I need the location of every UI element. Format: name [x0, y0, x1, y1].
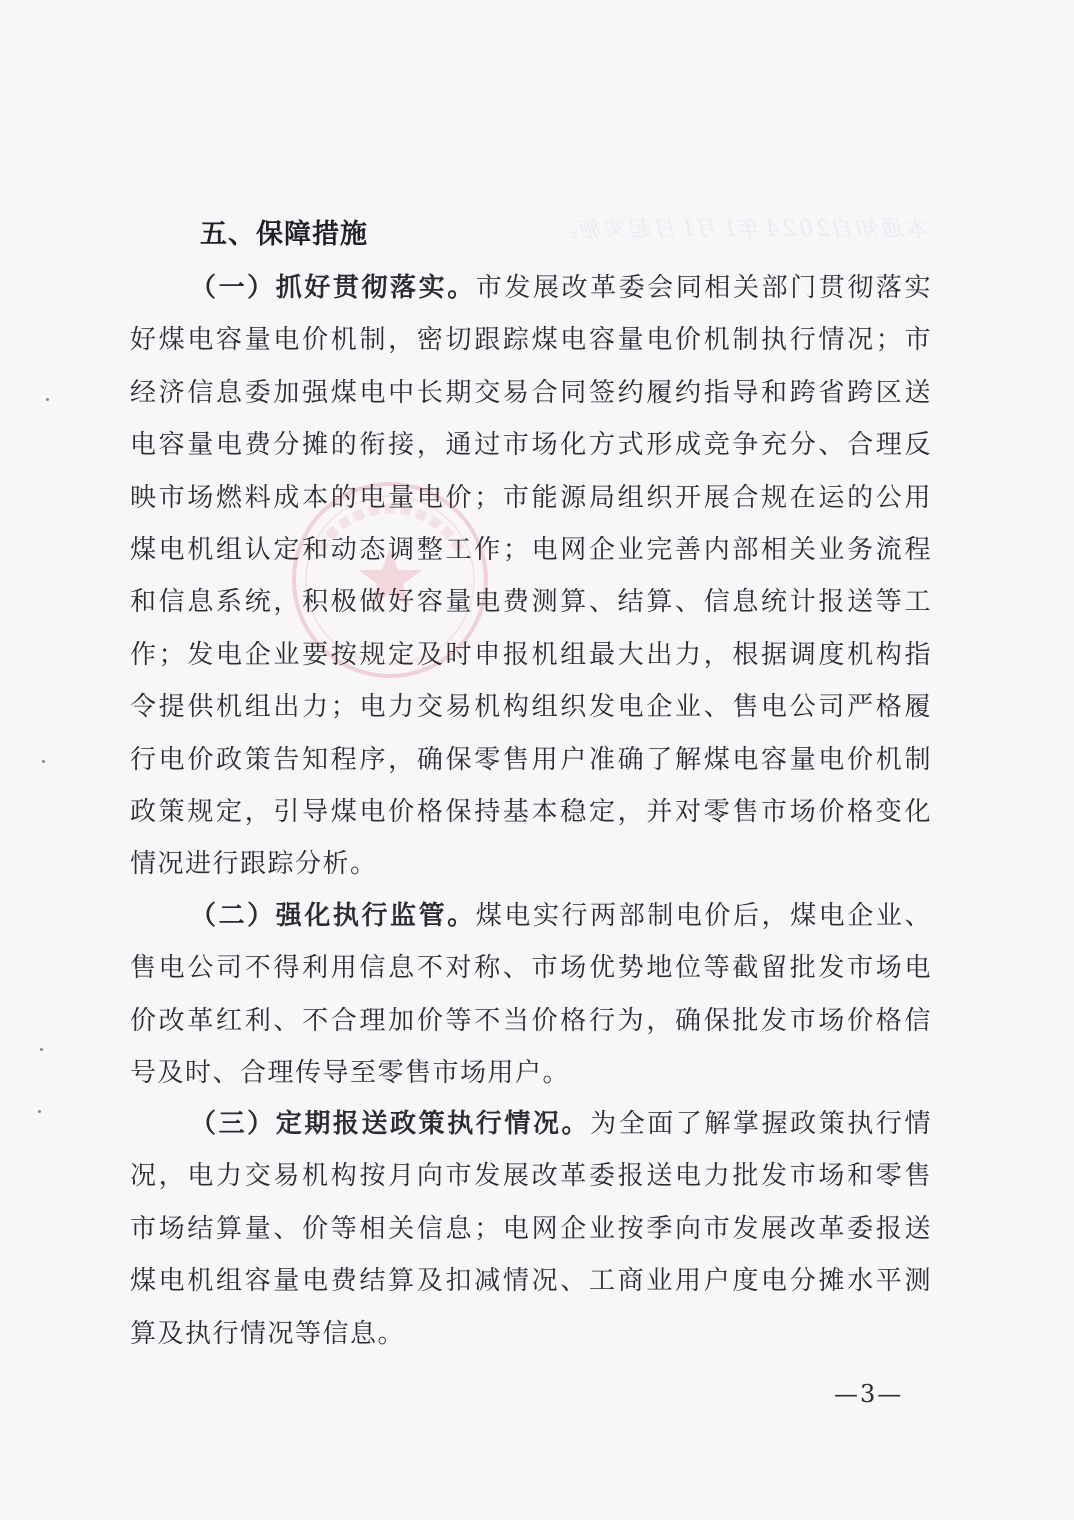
paragraph-3-lead: （三）定期报送政策执行情况。: [190, 1109, 591, 1139]
paragraph-1-lead: （一）抓好贯彻落实。: [190, 273, 476, 303]
paragraph-line: 市发展改革委会同相关部门贯彻落实: [475, 273, 932, 303]
paragraph-line: 作；发电企业要按规定及时申报机组最大出力，根据调度机构指: [130, 639, 932, 670]
paragraph-line: 号及时、合理传导至零售市场用户。: [130, 1058, 571, 1089]
scan-speck: [42, 760, 45, 763]
paragraph-line: 映市场燃料成本的电量电价；市能源局组织开展合规在运的公用: [130, 482, 932, 513]
paragraph-line: 情况进行跟踪分析。: [130, 849, 378, 880]
paragraph-line: 价改革红利、不合理加价等不当价格行为，确保批发市场价格信: [130, 1005, 932, 1036]
paragraph-line: 煤电机组认定和动态调整工作；电网企业完善内部相关业务流程: [130, 534, 932, 565]
bleed-through-text: 本通知自2024年1月1日起实施。: [553, 217, 930, 242]
scan-speck: [46, 398, 49, 401]
paragraph-line: 和信息系统，积极做好容量电费测算、结算、信息统计报送等工: [130, 587, 932, 618]
page-number: —3—: [834, 1380, 904, 1408]
paragraph-line: 政策规定，引导煤电价格保持基本稳定，并对零售市场价格变化: [130, 796, 932, 827]
paragraph-line: 好煤电容量电价机制，密切跟踪煤电容量电价机制执行情况；市: [130, 325, 932, 356]
paragraph-line: 况，电力交易机构按月向市发展改革委报送电力批发市场和零售: [130, 1161, 932, 1192]
paragraph-line: 煤电实行两部制电价后，煤电企业、: [475, 901, 932, 931]
paragraph-2-lead: （二）强化执行监管。: [190, 901, 476, 931]
section-heading: 五、保障措施: [200, 219, 368, 250]
paragraph-line: 电容量电费分摊的衔接，通过市场化方式形成竞争充分、合理反: [130, 430, 932, 461]
paragraph-line: 经济信息委加强煤电中长期交易合同签约履约指导和跨省跨区送: [130, 377, 932, 408]
paragraph-line: 算及执行情况等信息。: [130, 1318, 406, 1349]
paragraph-line: 煤电机组容量电费结算及扣减情况、工商业用户度电分摊水平测: [130, 1266, 932, 1297]
paragraph-line: 行电价政策告知程序，确保零售用户准确了解煤电容量电价机制: [130, 744, 932, 775]
paragraph-line: 售电公司不得利用信息不对称、市场优势地位等截留批发市场电: [130, 953, 932, 984]
scan-speck: [40, 1048, 43, 1051]
paragraph-2: [130, 890, 932, 1100]
paragraph-line: 令提供机组出力；电力交易机构组织发电企业、售电公司严格履: [130, 692, 932, 723]
scan-speck: [38, 1110, 41, 1113]
paragraph-line: 市场结算量、价等相关信息；电网企业按季向市发展改革委报送: [130, 1213, 932, 1244]
paragraph-line: 为全面了解掌握政策执行情: [590, 1109, 932, 1139]
paragraph-3: [130, 1098, 932, 1360]
paragraph-1: [130, 262, 932, 891]
